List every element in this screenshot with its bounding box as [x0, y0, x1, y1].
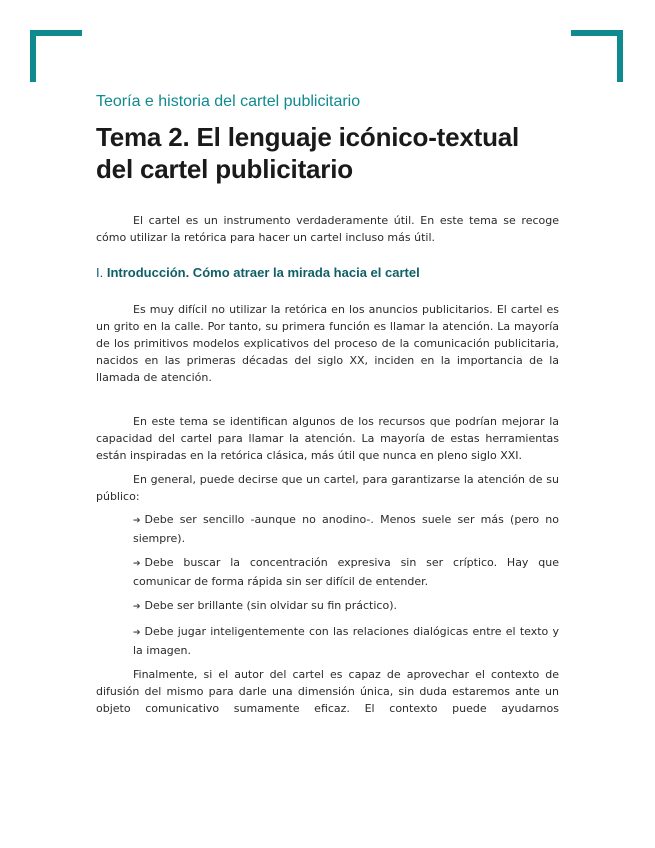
body-paragraph: En general, puede decirse que un cartel, para garantizarse la atención de su público: [96, 473, 559, 503]
page-title: Tema 2. El lenguaje icónico-textual del cartel publicitario [96, 122, 520, 184]
corner-bracket-top-left [30, 30, 82, 82]
section-heading [96, 264, 559, 281]
arrow-icon: ➔ [133, 602, 141, 612]
arrow-icon: ➔ [133, 516, 141, 526]
intro-paragraph: El cartel es un instrumento verdaderamente útil. En este tema se recoge cómo utilizar la retórica para hacer un cartel incluso más útil. [96, 214, 559, 244]
list-item [96, 554, 559, 590]
bullet-list [96, 511, 559, 659]
section-heading-text: Introducción. Cómo atraer la mirada hacia el cartel [106, 265, 420, 280]
list-item [96, 623, 559, 659]
body-paragraph: En este tema se identifican algunos de los recursos que podrían mejorar la capacidad del cartel para llamar la atención. La mayoría de estas herramientas están inspiradas en la retórica clásica, más útil que nunca en pleno siglo XXI. [96, 415, 559, 462]
list-item [96, 597, 559, 616]
list-item [96, 511, 559, 547]
corner-bracket-top-right [571, 30, 623, 82]
list-item-text: Debe ser brillante (sin olvidar su fin práctico). [144, 599, 397, 612]
final-paragraph: Finalmente, si el autor del cartel es capaz de aprovechar el contexto de difusión del mismo para darle una dimensión única, sin duda estaremos ante un objeto comunicativo sumamente eficaz. El contexto puede ayudarnos [96, 668, 559, 715]
page-content [96, 92, 559, 717]
course-subtitle: Teoría e historia del cartel publicitario [96, 93, 361, 110]
section-number: I. [96, 265, 104, 280]
list-item-text: Debe jugar inteligentemente con las relaciones dialógicas entre el texto y la imagen. [133, 625, 559, 657]
arrow-icon: ➔ [133, 628, 141, 638]
list-item-text: Debe buscar la concentración expresiva sin ser críptico. Hay que comunicar de forma rápida sin ser difícil de entender. [133, 556, 559, 588]
arrow-icon: ➔ [133, 559, 141, 569]
list-item-text: Debe ser sencillo -aunque no anodino-. Menos suele ser más (pero no siempre). [133, 513, 559, 545]
body-paragraph: Es muy difícil no utilizar la retórica en los anuncios publicitarios. El cartel es un grito en la calle. Por tanto, su primera función es llamar la atención. La mayoría de los primitivos modelos explicativos del proceso de la comunicación publicitaria, nacidos en las primeras décadas del siglo XX, inciden en la importancia de la llamada de atención. [96, 303, 559, 384]
